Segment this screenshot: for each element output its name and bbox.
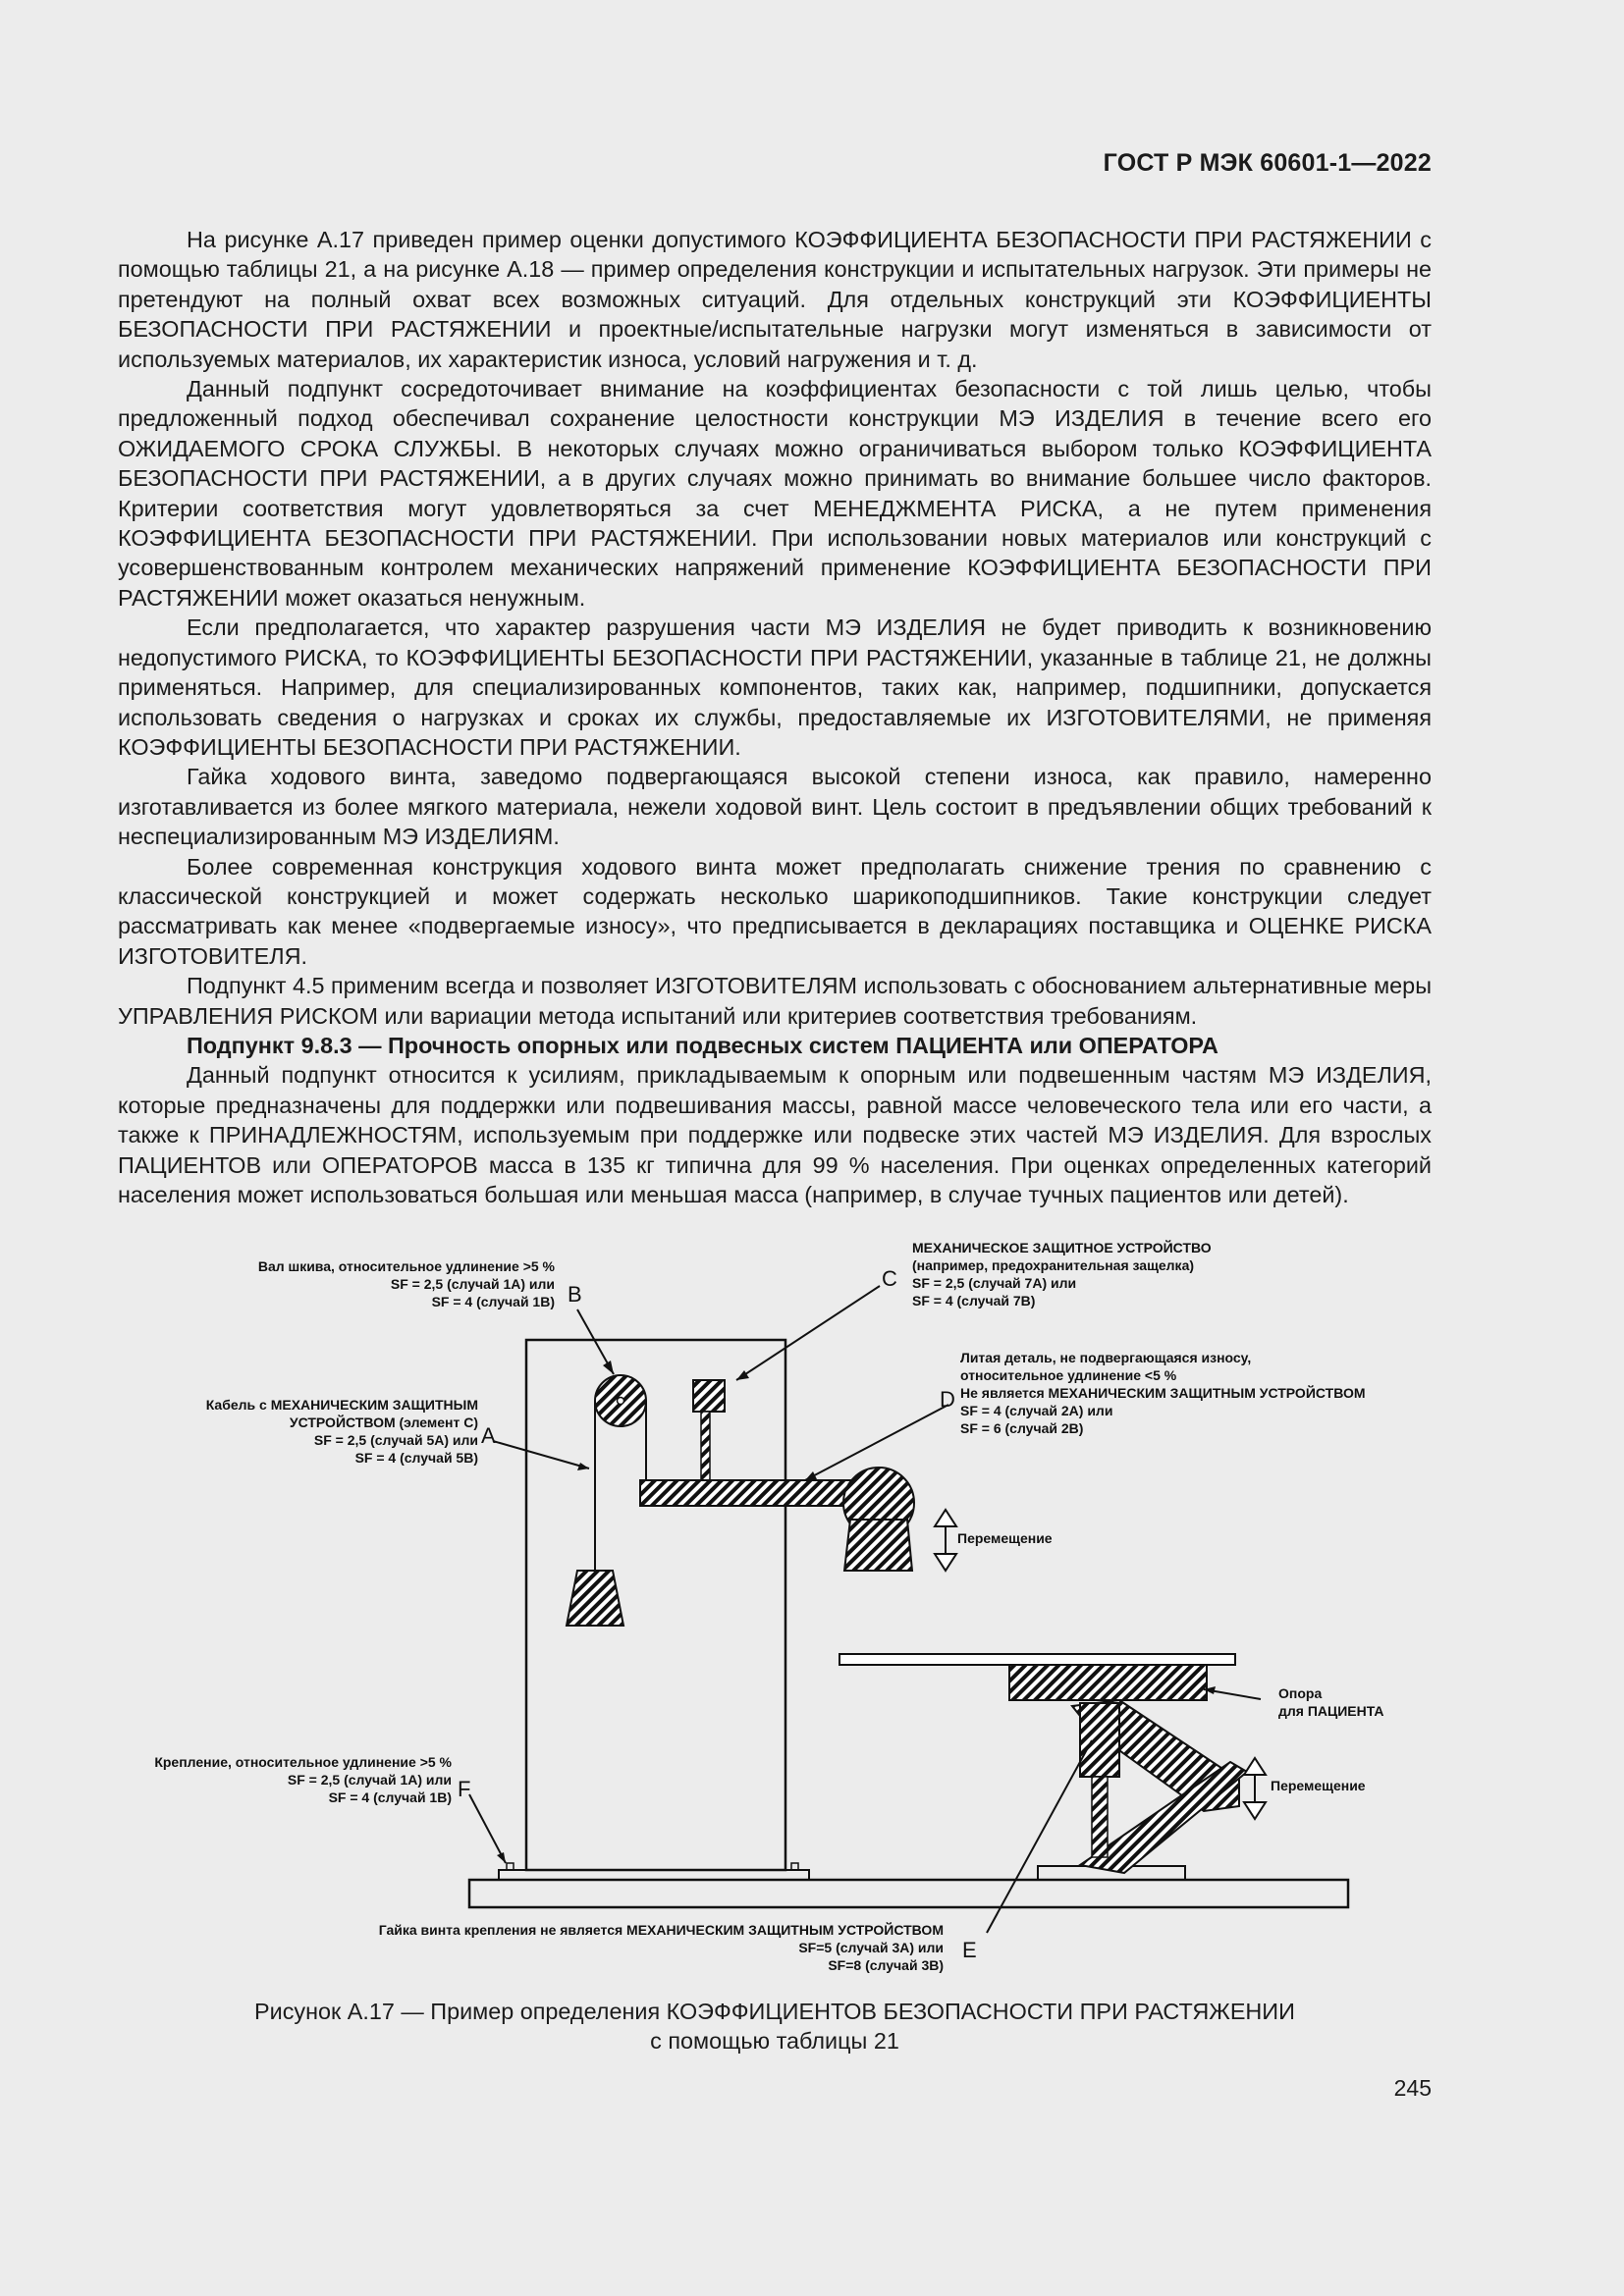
svg-text:SF = 4 (случай 1В): SF = 4 (случай 1В): [431, 1294, 555, 1309]
letter-d: D: [940, 1387, 955, 1412]
svg-text:SF = 2,5 (случай 1А) или: SF = 2,5 (случай 1А) или: [390, 1276, 555, 1292]
support-carriage: [1009, 1665, 1207, 1700]
leader-line-f: [469, 1794, 506, 1863]
figure-caption: [118, 1997, 1432, 2056]
paragraph: Данный подпункт относится к усилиям, прикладываемым к опорным или подвешенным частям МЭ ИЗДЕЛИЯ, которые предназначены для поддержки или подвешивания массы, равной массе человеческого тела или его части, а также к ПРИНАДЛЕЖНОСТЯМ, используемым при поддержке или подвеске этих частей МЭ ИЗДЕЛИЯ. Для взрослых ПАЦИЕНТОВ или ОПЕРАТОРОВ масса в 135 кг типична для 99 % населения. При оценках определенных категорий населения может использоваться большая или меньшая масса (например, в случае тучных пациентов или детей).: [118, 1062, 1432, 1207]
label-support: Опора: [1278, 1685, 1323, 1701]
svg-text:SF=5 (случай 3А) или: SF=5 (случай 3А) или: [798, 1940, 944, 1955]
movement-label: Перемещение: [1271, 1778, 1366, 1793]
leader-line-c: [736, 1286, 880, 1380]
svg-text:SF = 6 (случай 2В): SF = 6 (случай 2В): [960, 1420, 1084, 1436]
label-c: МЕХАНИЧЕСКОЕ ЗАЩИТНОЕ УСТРОЙСТВО: [912, 1240, 1212, 1255]
letter-f: F: [458, 1777, 471, 1801]
svg-text:SF = 4 (случай 5В): SF = 4 (случай 5В): [354, 1450, 478, 1466]
paragraph: Если предполагается, что характер разрушения части МЭ ИЗДЕЛИЯ не будет приводить к возникновению недопустимого РИСКА, то КОЭФФИЦИЕНТЫ БЕЗОПАСНОСТИ ПРИ РАСТЯЖЕНИИ, указанные в таблице 21, не должны применяться. Например, для специализированных компонентов, таких как, например, подшипники, допускается использовать сведения о нагрузках и сроках их службы, предоставляемые их ИЗГОТОВИТЕЛЯМИ, не применяя КОЭФФИЦИЕНТЫ БЕЗОПАСНОСТИ ПРИ РАСТЯЖЕНИИ.: [118, 614, 1432, 760]
cast-arm: [640, 1480, 854, 1506]
frame: [526, 1340, 785, 1870]
reference-letters: [458, 1266, 977, 1962]
counterweight: [567, 1571, 623, 1626]
callout-labels: [154, 1239, 1383, 1973]
svg-text:SF = 2,5 (случай 1А) или: SF = 2,5 (случай 1А) или: [287, 1772, 452, 1788]
lead-screw: [1092, 1777, 1108, 1857]
subheading: Подпункт 9.8.3 — Прочность опорных или подвесных систем ПАЦИЕНТА или ОПЕРАТОРА: [187, 1032, 1218, 1058]
anchor-bolt: [791, 1863, 798, 1870]
svg-text:SF=8 (случай 3В): SF=8 (случай 3В): [828, 1957, 944, 1973]
pulley-axle: [618, 1398, 624, 1405]
svg-text:SF = 4 (случай 1В): SF = 4 (случай 1В): [328, 1789, 452, 1805]
patient-support-top: [839, 1654, 1235, 1665]
caption-line: Рисунок А.17 — Пример определения КОЭФФИЦИЕНТОВ БЕЗОПАСНОСТИ ПРИ РАСТЯЖЕНИИ: [254, 1999, 1295, 2024]
svg-text:SF = 4 (случай 7В): SF = 4 (случай 7В): [912, 1293, 1036, 1308]
letter-b: B: [568, 1282, 582, 1307]
paragraph: Более современная конструкция ходового винта может предполагать снижение трения по сравнению с классической конструкцией и может содержать несколько шарикоподшипников. Такие конструкции следует рассматривать как менее «подвергаемые износу», что предписывается в декларациях поставщика и ОЦЕНКЕ РИСКА ИЗГОТОВИТЕЛЯ.: [118, 853, 1432, 969]
svg-text:Не является МЕХАНИЧЕСКИМ ЗАЩИТ: Не является МЕХАНИЧЕСКИМ ЗАЩИТНЫМ УСТРОЙСТВОМ: [960, 1385, 1366, 1401]
lead-screw-housing: [1080, 1703, 1119, 1777]
svg-text:УСТРОЙСТВОМ (элемент С): УСТРОЙСТВОМ (элемент С): [289, 1415, 478, 1430]
svg-text:относительное удлинение <5 %: относительное удлинение <5 %: [960, 1367, 1177, 1383]
label-e: Гайка винта крепления не является МЕХАНИЧЕСКИМ ЗАЩИТНЫМ УСТРОЙСТВОМ: [378, 1922, 944, 1938]
letter-c: C: [882, 1266, 897, 1291]
svg-text:(например, предохранительная з: (например, предохранительная защелка): [912, 1257, 1195, 1273]
leader-line-e: [987, 1740, 1092, 1933]
svg-text:SF = 2,5 (случай 5А) или: SF = 2,5 (случай 5А) или: [313, 1432, 478, 1448]
leader-line-a: [493, 1441, 589, 1468]
anchor-bolt: [507, 1863, 514, 1870]
paragraph: На рисунке А.17 приведен пример оценки допустимого КОЭФФИЦИЕНТА БЕЗОПАСНОСТИ ПРИ РАСТЯЖЕНИИ с помощью таблицы 21, а на рисунке А.18 — пример определения конструкции и испытательных нагрузок. Эти примеры не претендуют на полный охват всех возможных ситуаций. Для отдельных конструкций эти КОЭФФИЦИЕНТЫ БЕЗОПАСНОСТИ ПРИ РАСТЯЖЕНИИ и проектные/испытательные нагрузки могут изменяться в зависимости от используемых материалов, их характеристик износа, условий нагружения и т. д.: [118, 227, 1432, 372]
frame-foot: [499, 1870, 809, 1880]
svg-text:для ПАЦИЕНТА: для ПАЦИЕНТА: [1278, 1703, 1384, 1719]
letter-a: A: [481, 1423, 496, 1448]
svg-text:SF = 2,5 (случай 7А) или: SF = 2,5 (случай 7А) или: [912, 1275, 1077, 1291]
page-number: 245: [1393, 2075, 1432, 2101]
movement-arrow: [1244, 1758, 1266, 1819]
label-a: Кабель с МЕХАНИЧЕСКИМ ЗАЩИТНЫМ: [205, 1397, 478, 1413]
paragraph: Данный подпункт сосредоточивает внимание на коэффициентах безопасности с той лишь целью, чтобы предложенный подход обеспечивал сохранение целостности конструкции МЭ ИЗДЕЛИЯ в течение всего его ОЖИДАЕМОГО СРОКА СЛУЖБЫ. В некоторых случаях можно ограничиваться выбором только КОЭФФИЦИЕНТА БЕЗОПАСНОСТИ ПРИ РАСТЯЖЕНИИ, а в других случаях можно принимать во внимание большее число факторов. Критерии соответствия могут удовлетворяться за счет МЕНЕДЖМЕНТА РИСКА, а не путем применения КОЭФФИЦИЕНТА БЕЗОПАСНОСТИ ПРИ РАСТЯЖЕНИИ. При использовании новых материалов или конструкций с усовершенствованным контролем механических напряжений применение КОЭФФИЦИЕНТА БЕЗОПАСНОСТИ ПРИ РАСТЯЖЕНИИ может оказаться ненужным.: [118, 376, 1432, 611]
label-d: Литая деталь, не подвергающаяся износу,: [960, 1350, 1252, 1365]
document-code-header: ГОСТ Р МЭК 60601-1—2022: [1103, 149, 1432, 177]
latch-rod: [701, 1412, 710, 1480]
base-plate: [469, 1880, 1348, 1907]
svg-text:SF = 4 (случай 2А) или: SF = 4 (случай 2А) или: [960, 1403, 1113, 1418]
cast-hub-base: [844, 1520, 912, 1571]
movement-arrow: [935, 1510, 956, 1571]
caption-line: с помощью таблицы 21: [650, 2028, 899, 2054]
label-f: Крепление, относительное удлинение >5 %: [154, 1754, 452, 1770]
letter-e: E: [962, 1938, 977, 1962]
label-b: Вал шкива, относительное удлинение >5 %: [257, 1258, 555, 1274]
safety-latch: [693, 1380, 725, 1412]
paragraph: Подпункт 4.5 применим всегда и позволяет ИЗГОТОВИТЕЛЯМ использовать с обоснованием альтернативные меры УПРАВЛЕНИЯ РИСКОМ или вариации метода испытаний или критериев соответствия требованиям.: [118, 973, 1432, 1029]
movement-label: Перемещение: [957, 1530, 1053, 1546]
paragraph: Гайка ходового винта, заведомо подвергающаяся высокой степени износа, как правило, намеренно изготавливается из более мягкого материала, нежели ходовой винт. Цель состоит в предъявлении общих требований к неспециализированным МЭ ИЗДЕЛИЯМ.: [118, 764, 1432, 850]
